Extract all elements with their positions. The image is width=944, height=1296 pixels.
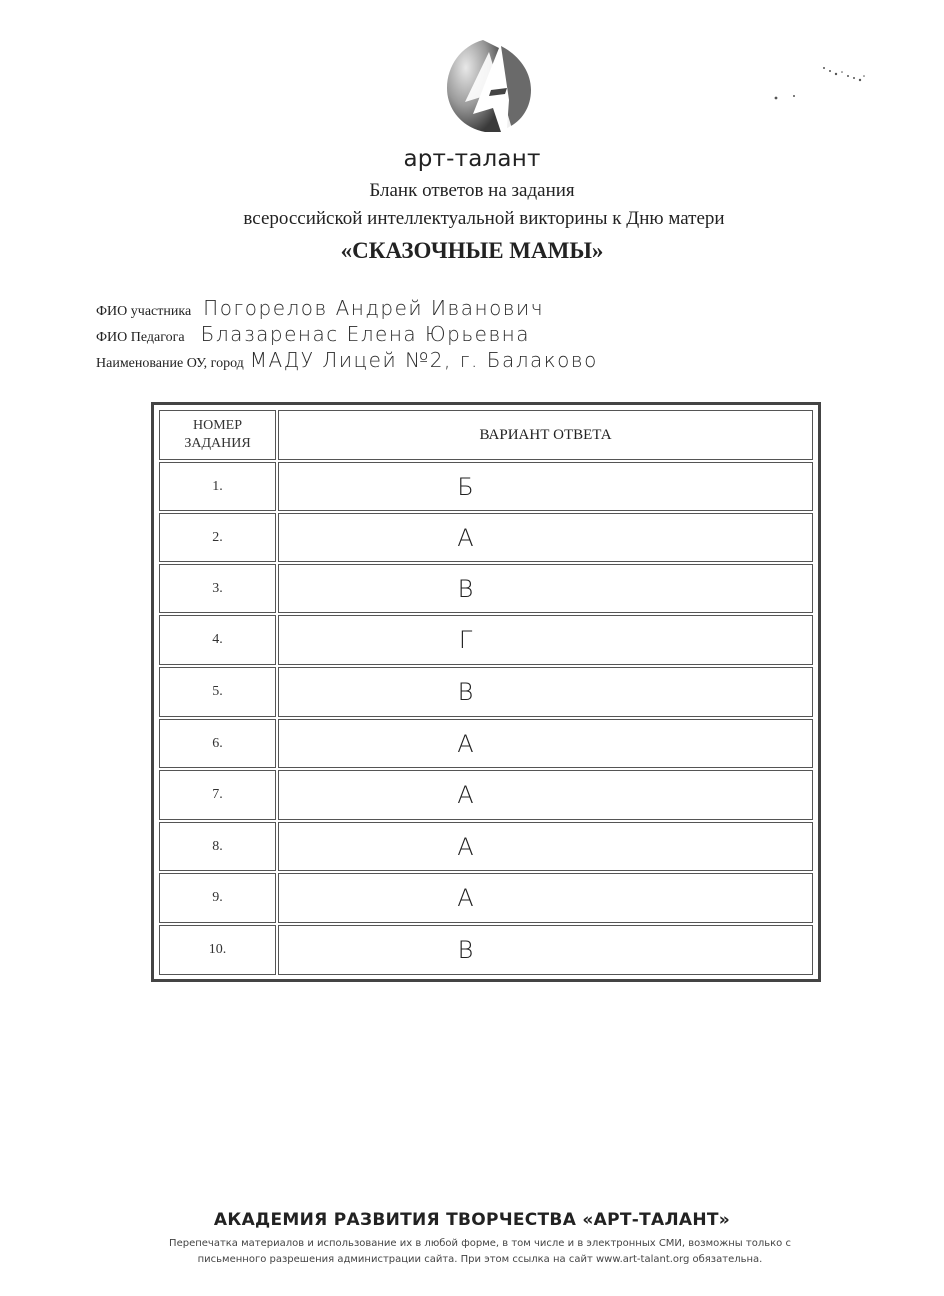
table-row bbox=[154, 719, 818, 768]
participant-label: ФИО участника bbox=[96, 304, 192, 319]
task-number: 9. bbox=[159, 873, 276, 923]
answer-value: Г bbox=[458, 626, 473, 654]
participant-value: Погорелов Андрей Иванович bbox=[203, 296, 545, 320]
school-field bbox=[96, 348, 598, 372]
answer-cell bbox=[278, 873, 813, 923]
header-num-line1: НОМЕР bbox=[192, 418, 242, 433]
participant-field bbox=[96, 296, 544, 320]
header-task-number bbox=[159, 410, 276, 460]
table-row bbox=[154, 462, 818, 511]
footer-copyright-note bbox=[100, 1236, 860, 1268]
answer-value: А bbox=[457, 884, 474, 912]
footer-title: АКАДЕМИЯ РАЗВИТИЯ ТВОРЧЕСТВА «АРТ-ТАЛАНТ» bbox=[213, 1210, 731, 1230]
answer-cell bbox=[278, 513, 813, 562]
form-title-line1: Бланк ответов на задания bbox=[369, 180, 575, 201]
quiz-name: «СКАЗОЧНЫЕ МАМЫ» bbox=[340, 238, 604, 263]
footer-note-line1: Перепечатка материалов и использование их в любой форме, в том числе и в электронных СМИ, возможны только с bbox=[169, 1238, 791, 1249]
header-num-line2: ЗАДАНИЯ bbox=[184, 436, 251, 451]
answer-table bbox=[151, 402, 821, 982]
brand-name: арт-талант bbox=[403, 146, 541, 172]
task-number: 4. bbox=[159, 615, 276, 665]
task-number: 1. bbox=[159, 462, 276, 511]
table-row bbox=[154, 513, 818, 562]
answer-cell bbox=[278, 719, 813, 768]
answer-value: Б bbox=[457, 472, 474, 501]
task-number: 5. bbox=[159, 667, 276, 717]
answer-value: А bbox=[457, 781, 474, 809]
task-number: 10. bbox=[159, 925, 276, 975]
table-row bbox=[154, 770, 818, 820]
teacher-field bbox=[96, 322, 530, 346]
art-talant-logo bbox=[443, 38, 535, 134]
header-answer: ВАРИАНТ ОТВЕТА bbox=[278, 410, 813, 460]
table-row bbox=[154, 615, 818, 665]
teacher-label: ФИО Педагога bbox=[96, 330, 185, 345]
answer-cell bbox=[278, 925, 813, 975]
table-row bbox=[154, 564, 818, 613]
answer-cell bbox=[278, 770, 813, 820]
table-row bbox=[154, 822, 818, 871]
task-number: 3. bbox=[159, 564, 276, 613]
scan-specks bbox=[764, 62, 884, 102]
answer-value: В bbox=[457, 574, 474, 603]
task-number: 7. bbox=[159, 770, 276, 820]
table-row bbox=[154, 873, 818, 923]
answer-cell bbox=[278, 462, 813, 511]
task-number: 8. bbox=[159, 822, 276, 871]
form-title-line2: всероссийской интеллектуальной викторины к Дню матери bbox=[243, 208, 725, 229]
task-number: 2. bbox=[159, 513, 276, 562]
answer-cell bbox=[278, 615, 813, 665]
answer-cell bbox=[278, 667, 813, 717]
table-row bbox=[154, 667, 818, 717]
answer-cell bbox=[278, 564, 813, 613]
footer-note-line2: письменного разрешения администрации сайта. При этом ссылка на сайт www.art-talant.org обязательна. bbox=[197, 1254, 763, 1265]
teacher-value: Блазаренас Елена Юрьевна bbox=[200, 322, 530, 346]
school-label: Наименование ОУ, город bbox=[96, 356, 244, 371]
task-number: 6. bbox=[159, 719, 276, 768]
answer-value: В bbox=[457, 936, 474, 964]
answer-cell bbox=[278, 822, 813, 871]
answer-value: В bbox=[457, 678, 474, 706]
table-row bbox=[154, 925, 818, 975]
answer-value: А bbox=[457, 523, 474, 552]
answer-value: А bbox=[457, 832, 474, 861]
school-value: МАДУ Лицей №2, г. Балаково bbox=[249, 348, 598, 372]
table-header-row bbox=[154, 410, 818, 460]
answer-value: А bbox=[457, 729, 474, 758]
